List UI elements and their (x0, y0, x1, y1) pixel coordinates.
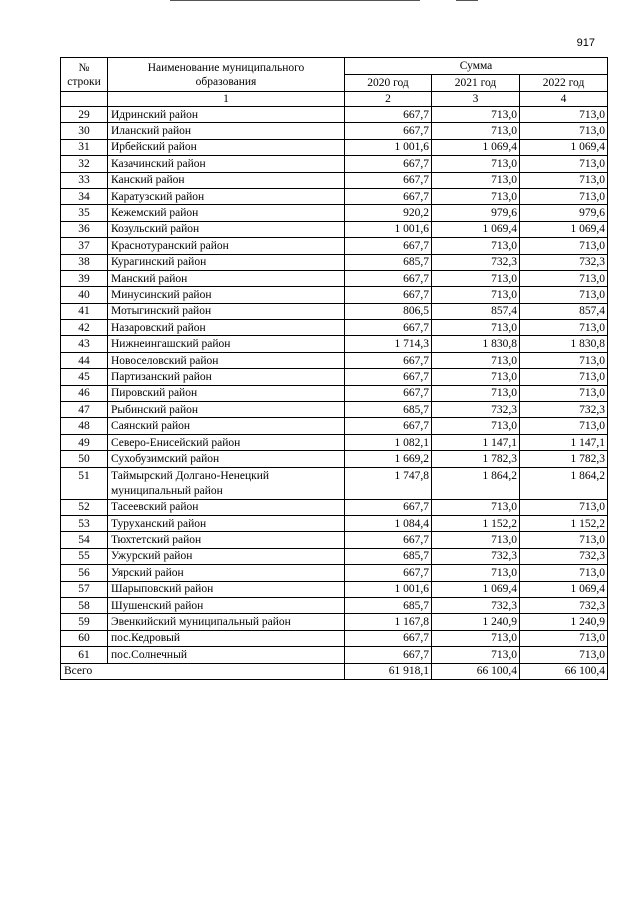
municipality-name: Эвенкийский муниципальный район (108, 614, 345, 630)
header-index-1: 1 (108, 92, 345, 107)
value-2022: 1 069,4 (520, 139, 608, 155)
value-2021: 713,0 (432, 287, 520, 303)
value-2020: 667,7 (345, 532, 432, 548)
table-row (61, 402, 608, 418)
row-number: 61 (61, 647, 108, 663)
row-number: 42 (61, 320, 108, 336)
value-2020: 1 747,8 (345, 467, 432, 499)
value-2022: 713,0 (520, 156, 608, 172)
value-2022: 713,0 (520, 418, 608, 434)
table-row (61, 532, 608, 548)
value-2022: 713,0 (520, 320, 608, 336)
value-2022: 857,4 (520, 303, 608, 319)
table-row (61, 581, 608, 597)
value-2020: 1 001,6 (345, 139, 432, 155)
value-2022: 713,0 (520, 238, 608, 254)
value-2020: 667,7 (345, 565, 432, 581)
row-number: 32 (61, 156, 108, 172)
value-2020: 667,7 (345, 369, 432, 385)
value-2020: 667,7 (345, 352, 432, 368)
table-body (61, 107, 608, 664)
budget-table (60, 57, 608, 680)
table-row (61, 467, 608, 499)
header-index-empty (61, 92, 108, 107)
value-2021: 713,0 (432, 156, 520, 172)
table-row (61, 385, 608, 401)
municipality-name: Туруханский район (108, 515, 345, 531)
municipality-name: пос.Кедровый (108, 630, 345, 646)
value-2020: 667,7 (345, 287, 432, 303)
table-footer (61, 663, 608, 679)
value-2021: 1 782,3 (432, 451, 520, 467)
municipality-name: Уярский район (108, 565, 345, 581)
table-row (61, 647, 608, 663)
value-2020: 667,7 (345, 647, 432, 663)
row-number: 47 (61, 402, 108, 418)
value-2021: 713,0 (432, 123, 520, 139)
municipality-name: Казачинский район (108, 156, 345, 172)
table-row (61, 172, 608, 188)
table-row (61, 369, 608, 385)
value-2020: 1 669,2 (345, 451, 432, 467)
value-2021: 732,3 (432, 548, 520, 564)
value-2022: 713,0 (520, 499, 608, 515)
row-number: 48 (61, 418, 108, 434)
header-municipality-line1: Наименование муниципального (147, 61, 305, 74)
municipality-name: Партизанский район (108, 369, 345, 385)
table-row (61, 352, 608, 368)
value-2021: 713,0 (432, 188, 520, 204)
table-row (61, 287, 608, 303)
value-2021: 713,0 (432, 369, 520, 385)
header-index-2: 2 (345, 92, 432, 107)
municipality-name: Таймырский Долгано-Ненецкий муниципальный район (108, 467, 345, 499)
municipality-name: Каратузский район (108, 188, 345, 204)
row-number: 40 (61, 287, 108, 303)
row-number: 58 (61, 597, 108, 613)
table-row (61, 221, 608, 237)
total-2021: 66 100,4 (432, 663, 520, 679)
municipality-name: Козульский район (108, 221, 345, 237)
municipality-name: Северо-Енисейский район (108, 434, 345, 450)
value-2022: 713,0 (520, 532, 608, 548)
municipality-name: Новоселовский район (108, 352, 345, 368)
municipality-name: Иланский район (108, 123, 345, 139)
table-header (61, 58, 608, 107)
value-2022: 1 782,3 (520, 451, 608, 467)
row-number: 55 (61, 548, 108, 564)
row-number: 36 (61, 221, 108, 237)
value-2022: 732,3 (520, 548, 608, 564)
municipality-name: Сухобузимский район (108, 451, 345, 467)
table-row (61, 565, 608, 581)
total-row (61, 663, 608, 679)
value-2020: 1 082,1 (345, 434, 432, 450)
value-2021: 713,0 (432, 385, 520, 401)
header-row-number (61, 58, 108, 92)
row-number: 60 (61, 630, 108, 646)
value-2020: 1 001,6 (345, 581, 432, 597)
row-number: 51 (61, 467, 108, 499)
value-2020: 667,7 (345, 418, 432, 434)
total-2022: 66 100,4 (520, 663, 608, 679)
value-2022: 732,3 (520, 254, 608, 270)
table-row (61, 418, 608, 434)
value-2020: 667,7 (345, 385, 432, 401)
header-index-4: 4 (520, 92, 608, 107)
value-2022: 979,6 (520, 205, 608, 221)
value-2020: 667,7 (345, 107, 432, 123)
table-row (61, 630, 608, 646)
value-2022: 1 830,8 (520, 336, 608, 352)
value-2020: 667,7 (345, 123, 432, 139)
table-row (61, 548, 608, 564)
value-2020: 685,7 (345, 254, 432, 270)
municipality-name: Краснотуранский район (108, 238, 345, 254)
value-2022: 713,0 (520, 107, 608, 123)
row-number: 59 (61, 614, 108, 630)
value-2021: 713,0 (432, 238, 520, 254)
row-number: 49 (61, 434, 108, 450)
value-2022: 713,0 (520, 172, 608, 188)
row-number: 30 (61, 123, 108, 139)
municipality-name: Тасеевский район (108, 499, 345, 515)
value-2022: 713,0 (520, 188, 608, 204)
header-index-3: 3 (432, 92, 520, 107)
municipality-name: Ужурский район (108, 548, 345, 564)
value-2021: 713,0 (432, 647, 520, 663)
municipality-name: Канский район (108, 172, 345, 188)
value-2021: 713,0 (432, 499, 520, 515)
value-2021: 713,0 (432, 270, 520, 286)
header-year-2021: 2021 год (432, 75, 520, 92)
value-2021: 713,0 (432, 107, 520, 123)
row-number: 53 (61, 515, 108, 531)
header-municipality-name (108, 58, 345, 92)
value-2022: 713,0 (520, 565, 608, 581)
row-number: 38 (61, 254, 108, 270)
value-2022: 713,0 (520, 352, 608, 368)
table-row (61, 434, 608, 450)
top-rule-right (456, 0, 478, 1)
row-number: 52 (61, 499, 108, 515)
value-2022: 713,0 (520, 385, 608, 401)
page-number: 917 (576, 37, 595, 49)
municipality-name: Ирбейский район (108, 139, 345, 155)
municipality-name: Нижнеингашский район (108, 336, 345, 352)
value-2022: 713,0 (520, 270, 608, 286)
value-2021: 1 864,2 (432, 467, 520, 499)
value-2020: 1 167,8 (345, 614, 432, 630)
total-2020: 61 918,1 (345, 663, 432, 679)
value-2022: 1 152,2 (520, 515, 608, 531)
table-row (61, 238, 608, 254)
value-2022: 1 147,1 (520, 434, 608, 450)
value-2022: 1 069,4 (520, 221, 608, 237)
municipality-name: Кежемский район (108, 205, 345, 221)
value-2022: 713,0 (520, 287, 608, 303)
value-2020: 667,7 (345, 156, 432, 172)
row-number: 57 (61, 581, 108, 597)
municipality-name: Минусинский район (108, 287, 345, 303)
municipality-name: Тюхтетский район (108, 532, 345, 548)
value-2021: 713,0 (432, 630, 520, 646)
row-number: 50 (61, 451, 108, 467)
value-2022: 732,3 (520, 402, 608, 418)
row-number: 37 (61, 238, 108, 254)
header-row-number-line2: строки (67, 75, 101, 88)
municipality-name: Курагинский район (108, 254, 345, 270)
value-2021: 1 069,4 (432, 221, 520, 237)
value-2021: 1 152,2 (432, 515, 520, 531)
municipality-name: Шушенский район (108, 597, 345, 613)
value-2020: 685,7 (345, 597, 432, 613)
value-2021: 1 830,8 (432, 336, 520, 352)
table-row (61, 139, 608, 155)
value-2022: 713,0 (520, 123, 608, 139)
table-row (61, 451, 608, 467)
table-row (61, 303, 608, 319)
table-row (61, 336, 608, 352)
row-number: 43 (61, 336, 108, 352)
header-municipality-line2: образования (195, 75, 257, 88)
value-2021: 713,0 (432, 172, 520, 188)
value-2021: 1 069,4 (432, 581, 520, 597)
municipality-name: Рыбинский район (108, 402, 345, 418)
value-2020: 667,7 (345, 320, 432, 336)
municipality-name: Идринский район (108, 107, 345, 123)
value-2020: 806,5 (345, 303, 432, 319)
row-number: 44 (61, 352, 108, 368)
value-2020: 667,7 (345, 630, 432, 646)
value-2020: 920,2 (345, 205, 432, 221)
value-2020: 667,7 (345, 172, 432, 188)
municipality-name: пос.Солнечный (108, 647, 345, 663)
value-2022: 713,0 (520, 630, 608, 646)
municipality-name: Пировский район (108, 385, 345, 401)
municipality-name: Назаровский район (108, 320, 345, 336)
table-row (61, 320, 608, 336)
row-number: 33 (61, 172, 108, 188)
header-year-2020: 2020 год (345, 75, 432, 92)
value-2021: 1 147,1 (432, 434, 520, 450)
table-row (61, 254, 608, 270)
value-2020: 685,7 (345, 402, 432, 418)
row-number: 35 (61, 205, 108, 221)
table-row (61, 205, 608, 221)
table-row (61, 515, 608, 531)
header-year-2022: 2022 год (520, 75, 608, 92)
value-2022: 713,0 (520, 647, 608, 663)
row-number: 54 (61, 532, 108, 548)
header-row-number-line1: № (78, 61, 90, 74)
municipality-name: Мотыгинский район (108, 303, 345, 319)
row-number: 56 (61, 565, 108, 581)
municipality-name: Шарыповский район (108, 581, 345, 597)
value-2020: 667,7 (345, 499, 432, 515)
row-number: 41 (61, 303, 108, 319)
value-2021: 1 240,9 (432, 614, 520, 630)
value-2021: 713,0 (432, 418, 520, 434)
table-row (61, 597, 608, 613)
row-number: 31 (61, 139, 108, 155)
value-2022: 713,0 (520, 369, 608, 385)
value-2020: 667,7 (345, 188, 432, 204)
value-2021: 732,3 (432, 402, 520, 418)
value-2022: 1 864,2 (520, 467, 608, 499)
row-number: 34 (61, 188, 108, 204)
table-row (61, 156, 608, 172)
row-number: 39 (61, 270, 108, 286)
value-2021: 1 069,4 (432, 139, 520, 155)
row-number: 46 (61, 385, 108, 401)
table-row (61, 614, 608, 630)
table-row (61, 499, 608, 515)
value-2020: 667,7 (345, 238, 432, 254)
value-2022: 1 240,9 (520, 614, 608, 630)
municipality-name: Манский район (108, 270, 345, 286)
value-2021: 713,0 (432, 565, 520, 581)
value-2020: 667,7 (345, 270, 432, 286)
value-2020: 1 714,3 (345, 336, 432, 352)
header-sum: Сумма (345, 58, 608, 75)
table-row (61, 107, 608, 123)
value-2020: 1 001,6 (345, 221, 432, 237)
municipality-name: Саянский район (108, 418, 345, 434)
value-2021: 713,0 (432, 320, 520, 336)
value-2021: 732,3 (432, 597, 520, 613)
table-row (61, 270, 608, 286)
value-2021: 979,6 (432, 205, 520, 221)
value-2020: 1 084,4 (345, 515, 432, 531)
value-2021: 713,0 (432, 532, 520, 548)
value-2021: 713,0 (432, 352, 520, 368)
value-2022: 1 069,4 (520, 581, 608, 597)
value-2022: 732,3 (520, 597, 608, 613)
value-2021: 732,3 (432, 254, 520, 270)
table-row (61, 123, 608, 139)
total-label: Всего (61, 663, 345, 679)
table-row (61, 188, 608, 204)
value-2020: 685,7 (345, 548, 432, 564)
row-number: 45 (61, 369, 108, 385)
top-rule-left (170, 0, 420, 1)
row-number: 29 (61, 107, 108, 123)
value-2021: 857,4 (432, 303, 520, 319)
